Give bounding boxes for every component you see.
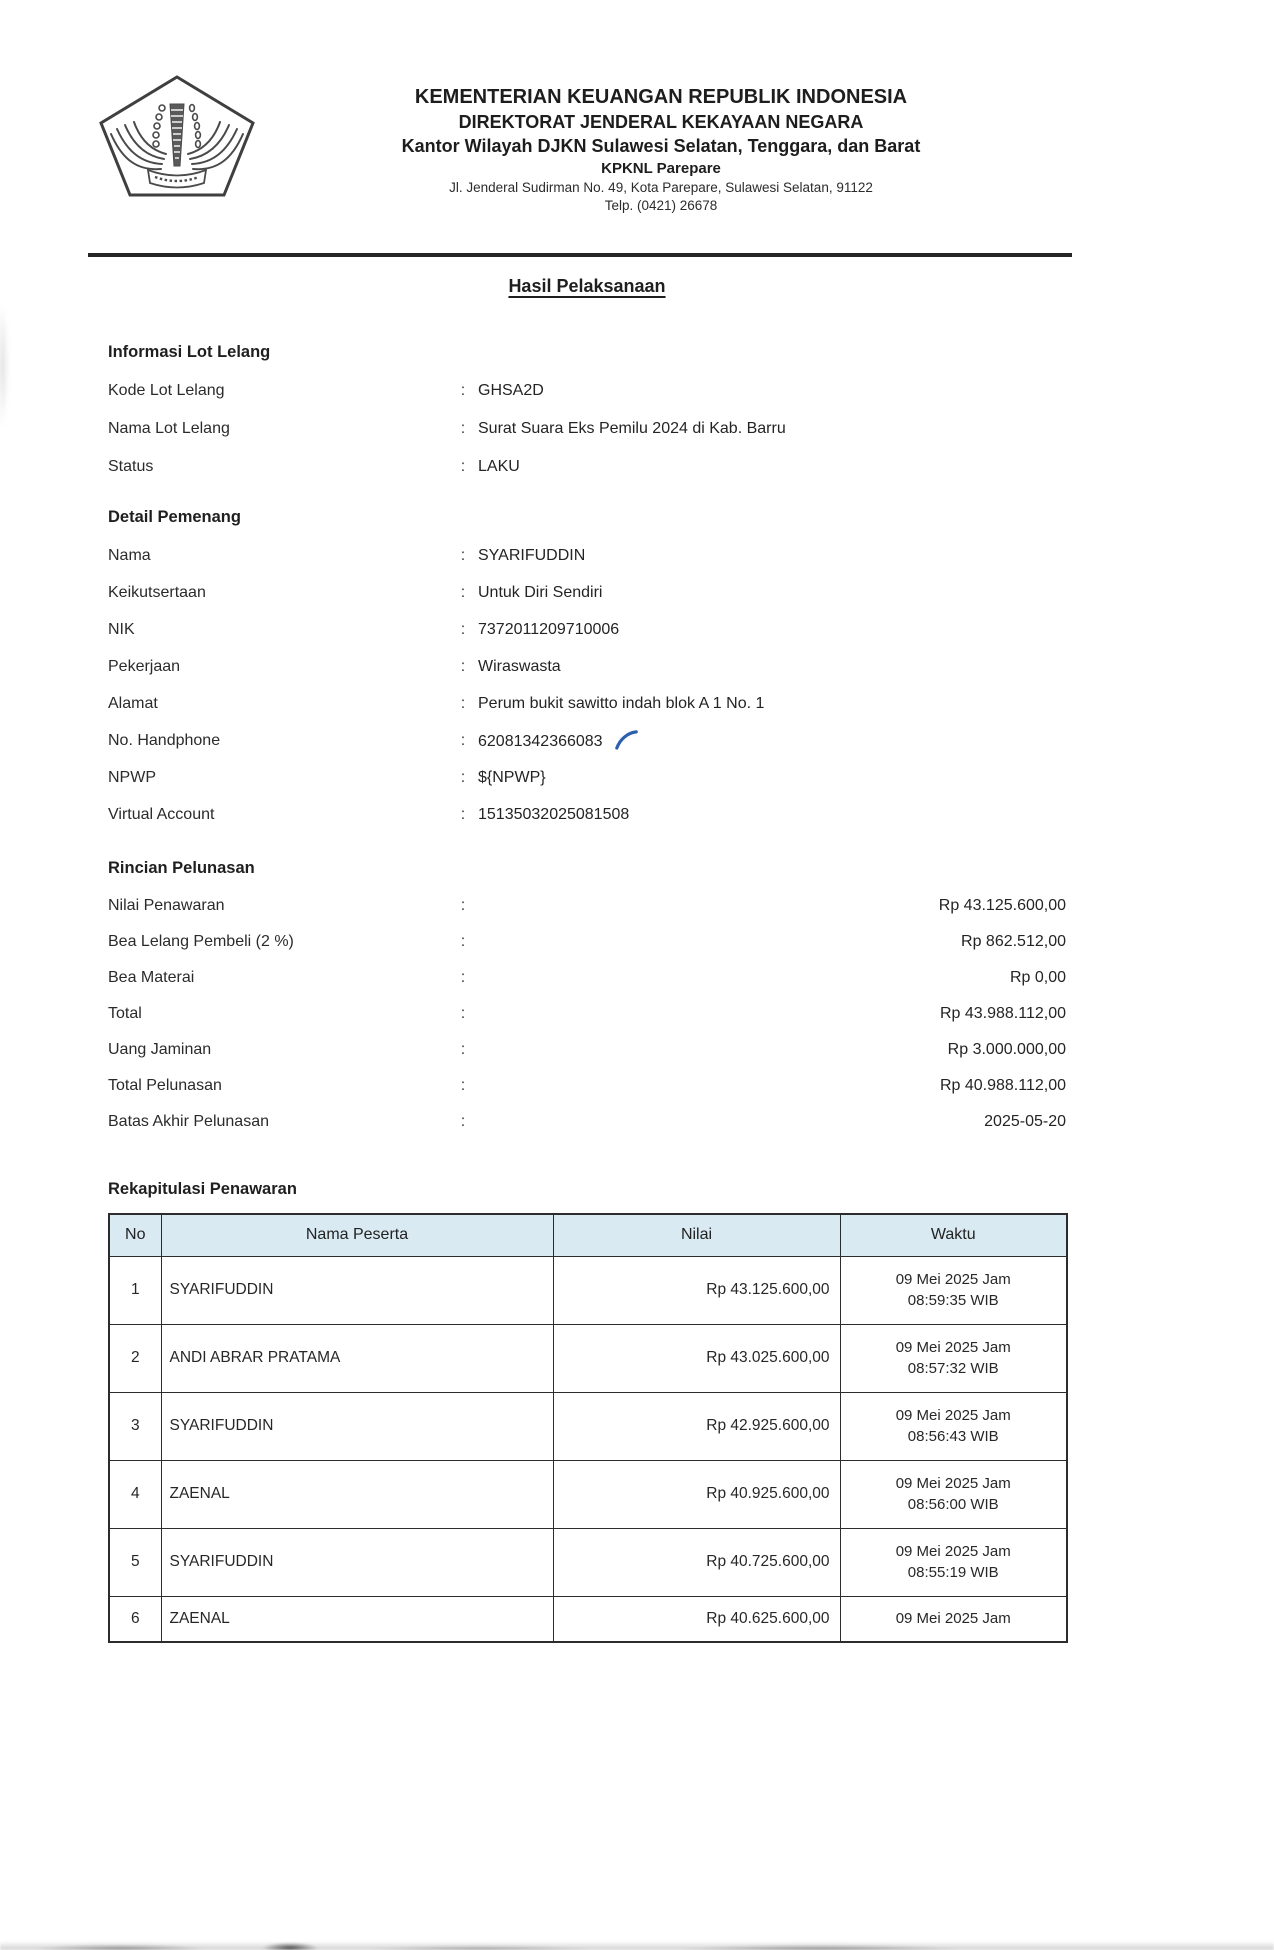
row-label: Kode Lot Lelang [108, 382, 225, 399]
row-colon: : [460, 768, 466, 786]
info-row [108, 537, 1066, 574]
row-label: Batas Akhir Pelunasan [108, 1113, 269, 1130]
row-value: Rp 862.512,00 [961, 933, 1066, 950]
row-label: Total [108, 1005, 142, 1022]
info-row [108, 759, 1066, 796]
ministry-name: KEMENTERIAN KEUANGAN REPUBLIK INDONESIA [414, 86, 908, 108]
section-heading-rincian-pelunasan: Rincian Pelunasan [108, 859, 255, 877]
info-row [108, 448, 1066, 486]
table-header-row [109, 1214, 1067, 1256]
info-row [108, 410, 1066, 448]
row-value: 2025-05-20 [984, 1113, 1066, 1130]
row-colon: : [460, 1041, 466, 1058]
cell-waktu: 09 Mei 2025 Jam [840, 1596, 1067, 1642]
winner-rows [108, 537, 1066, 833]
document-title: Hasil Pelaksanaan [508, 276, 666, 296]
table-row [109, 1324, 1067, 1392]
office-phone: Telp. (0421) 26678 [604, 198, 718, 213]
row-label: Uang Jaminan [108, 1041, 212, 1058]
row-label: Nama [108, 546, 151, 564]
row-value: Rp 40.988.112,00 [939, 1077, 1066, 1094]
row-colon: : [460, 620, 466, 638]
settlement-row [108, 1032, 1066, 1068]
row-label: Nilai Penawaran [108, 897, 225, 914]
settlement-row [108, 888, 1066, 924]
settlement-row [108, 1068, 1066, 1104]
cell-no: 6 [109, 1596, 161, 1642]
cell-waktu: 09 Mei 2025 Jam 08:55:19 WIB [840, 1528, 1067, 1596]
settlement-rows [108, 888, 1066, 1140]
info-row [108, 574, 1066, 611]
directorate-name: DIREKTORAT JENDERAL KEKAYAAN NEGARA [458, 112, 864, 132]
cell-nilai: Rp 42.925.600,00 [553, 1392, 840, 1460]
table-row [109, 1596, 1067, 1642]
table-row [109, 1256, 1067, 1324]
cell-nilai: Rp 40.925.600,00 [553, 1460, 840, 1528]
row-label: Pekerjaan [108, 657, 181, 675]
cell-nama-peserta: SYARIFUDDIN [161, 1528, 553, 1596]
info-row [108, 796, 1066, 833]
row-label: Virtual Account [108, 805, 215, 823]
row-colon: : [460, 1077, 466, 1094]
cell-no: 2 [109, 1324, 161, 1392]
letterhead-divider [88, 253, 1072, 257]
cell-waktu: 09 Mei 2025 Jam 08:57:32 WIB [840, 1324, 1067, 1392]
cell-no: 1 [109, 1256, 161, 1324]
letterhead [266, 84, 1056, 215]
scan-artifact-bottom [0, 1941, 1274, 1950]
col-header-no: No [109, 1214, 161, 1256]
cell-waktu: 09 Mei 2025 Jam 08:56:00 WIB [840, 1460, 1067, 1528]
row-value: ${NPWP} [478, 768, 546, 786]
lot-rows [108, 372, 1066, 486]
info-row [108, 611, 1066, 648]
row-label: No. Handphone [108, 731, 221, 749]
cell-nilai: Rp 43.125.600,00 [553, 1256, 840, 1324]
settlement-row [108, 1104, 1066, 1140]
row-label: NPWP [108, 768, 156, 786]
row-value: GHSA2D [478, 382, 544, 399]
row-label: Total Pelunasan [108, 1077, 222, 1094]
regional-office-name: Kantor Wilayah DJKN Sulawesi Selatan, Tenggara, dan Barat [401, 136, 921, 156]
pen-mark-icon [611, 729, 641, 752]
cell-nama-peserta: SYARIFUDDIN [161, 1392, 553, 1460]
row-value: Rp 43.125.600,00 [938, 897, 1066, 914]
office-address: Jl. Jenderal Sudirman No. 49, Kota Parepare, Sulawesi Selatan, 91122 [449, 180, 873, 195]
scan-artifact-left [0, 300, 12, 430]
row-value: SYARIFUDDIN [478, 546, 586, 564]
section-heading-informasi-lot-lelang: Informasi Lot Lelang [108, 343, 271, 361]
recap-table-body [109, 1256, 1067, 1642]
row-value: LAKU [478, 458, 520, 475]
row-value: Rp 43.988.112,00 [939, 1005, 1066, 1022]
row-colon: : [460, 583, 466, 601]
row-colon: : [460, 694, 466, 712]
settlement-row [108, 960, 1066, 996]
settlement-row [108, 924, 1066, 960]
row-label: NIK [108, 620, 135, 638]
cell-nama-peserta: ANDI ABRAR PRATAMA [161, 1324, 553, 1392]
row-value: 62081342366083 [478, 730, 1066, 751]
settlement-row [108, 996, 1066, 1032]
row-colon: : [460, 1113, 466, 1130]
cell-waktu: 09 Mei 2025 Jam 08:59:35 WIB [840, 1256, 1067, 1324]
row-colon: : [460, 805, 466, 823]
cell-nama-peserta: ZAENAL [161, 1596, 553, 1642]
cell-no: 5 [109, 1528, 161, 1596]
row-colon: : [460, 657, 466, 675]
cell-nama-peserta: ZAENAL [161, 1460, 553, 1528]
cell-nilai: Rp 40.625.600,00 [553, 1596, 840, 1642]
row-colon: : [460, 731, 466, 749]
kemenkeu-logo [96, 74, 258, 200]
row-value: Rp 0,00 [1009, 969, 1066, 986]
office-name: KPKNL Parepare [601, 160, 721, 177]
col-header-nilai: Nilai [553, 1214, 840, 1256]
cell-waktu: 09 Mei 2025 Jam 08:56:43 WIB [840, 1392, 1067, 1460]
cell-nama-peserta: SYARIFUDDIN [161, 1256, 553, 1324]
row-colon: : [460, 969, 466, 986]
cell-nilai: Rp 43.025.600,00 [553, 1324, 840, 1392]
row-label: Status [108, 458, 154, 475]
section-heading-detail-pemenang: Detail Pemenang [108, 508, 241, 526]
row-label: Keikutsertaan [108, 583, 206, 601]
info-row [108, 372, 1066, 410]
row-colon: : [460, 420, 466, 437]
row-colon: : [460, 897, 466, 914]
info-row [108, 722, 1066, 759]
cell-nilai: Rp 40.725.600,00 [553, 1528, 840, 1596]
row-value: Perum bukit sawitto indah blok A 1 No. 1 [478, 694, 765, 712]
info-row [108, 685, 1066, 722]
section-heading-rekapitulasi-penawaran: Rekapitulasi Penawaran [108, 1180, 297, 1198]
row-value: Wiraswasta [478, 657, 561, 675]
row-value: Untuk Diri Sendiri [478, 583, 603, 601]
kemenkeu-emblem-icon [96, 74, 258, 200]
row-value: 15135032025081508 [478, 805, 630, 823]
table-row [109, 1460, 1067, 1528]
row-colon: : [460, 546, 466, 564]
row-colon: : [460, 933, 466, 950]
row-label: Bea Lelang Pembeli (2 %) [108, 933, 294, 950]
cell-no: 3 [109, 1392, 161, 1460]
row-value: Surat Suara Eks Pemilu 2024 di Kab. Barru [478, 420, 786, 437]
recap-table [108, 1213, 1068, 1643]
info-row [108, 648, 1066, 685]
col-header-nama-peserta: Nama Peserta [161, 1214, 553, 1256]
row-value: Rp 3.000.000,00 [947, 1041, 1066, 1058]
row-colon: : [460, 458, 466, 475]
table-row [109, 1528, 1067, 1596]
cell-no: 4 [109, 1460, 161, 1528]
row-label: Nama Lot Lelang [108, 420, 230, 437]
row-label: Alamat [108, 694, 158, 712]
row-value: 7372011209710006 [478, 620, 620, 638]
row-label: Bea Materai [108, 969, 195, 986]
document-body [108, 276, 1066, 1643]
row-colon: : [460, 382, 466, 399]
table-row [109, 1392, 1067, 1460]
col-header-waktu: Waktu [840, 1214, 1067, 1256]
row-colon: : [460, 1005, 466, 1022]
